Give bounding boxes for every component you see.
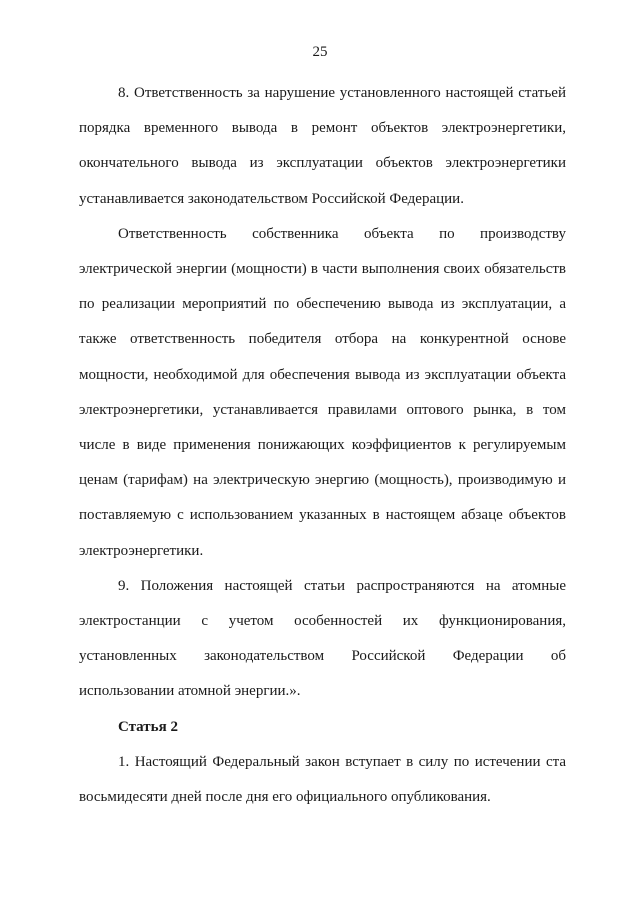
- paragraph-responsibility: Ответственность собственника объекта по производству электрической энергии (мощности) в части выполнения своих обязательств по реализации мероприятий по обеспечению вывода из эксплуатации, а также ответственность победителя отбора на конкурентной основе мощности, необходимой для обеспечения вывода из эксплуатации объекта электроэнергетики, устанавливается правилами оптового рынка, в том числе в виде применения понижающих коэффициентов к регулируемым ценам (тарифам) на электрическую энергию (мощность), производимую и поставляемую с использованием указанных в настоящем абзаце объектов электроэнергетики.: [79, 225, 566, 559]
- article-heading: Статья 2: [118, 718, 178, 735]
- paragraph-9: 9. Положения настоящей статьи распространяются на атомные электростанции с учетом особенностей их функционирования, установленных законодательством Российской Федерации об использовании атомной энергии.».: [79, 577, 566, 700]
- page-number: 25: [312, 44, 328, 60]
- document-body: [79, 76, 566, 815]
- paragraph-article-2-1: 1. Настоящий Федеральный закон вступает в силу по истечении ста восьмидесяти дней после дня его официального опубликования.: [79, 753, 566, 806]
- paragraph-8: 8. Ответственность за нарушение установленного настоящей статьей порядка временного вывода в ремонт объектов электроэнергетики, окончательного вывода из эксплуатации объектов электроэнергетики устанавливается законодательством Российской Федерации.: [79, 85, 566, 207]
